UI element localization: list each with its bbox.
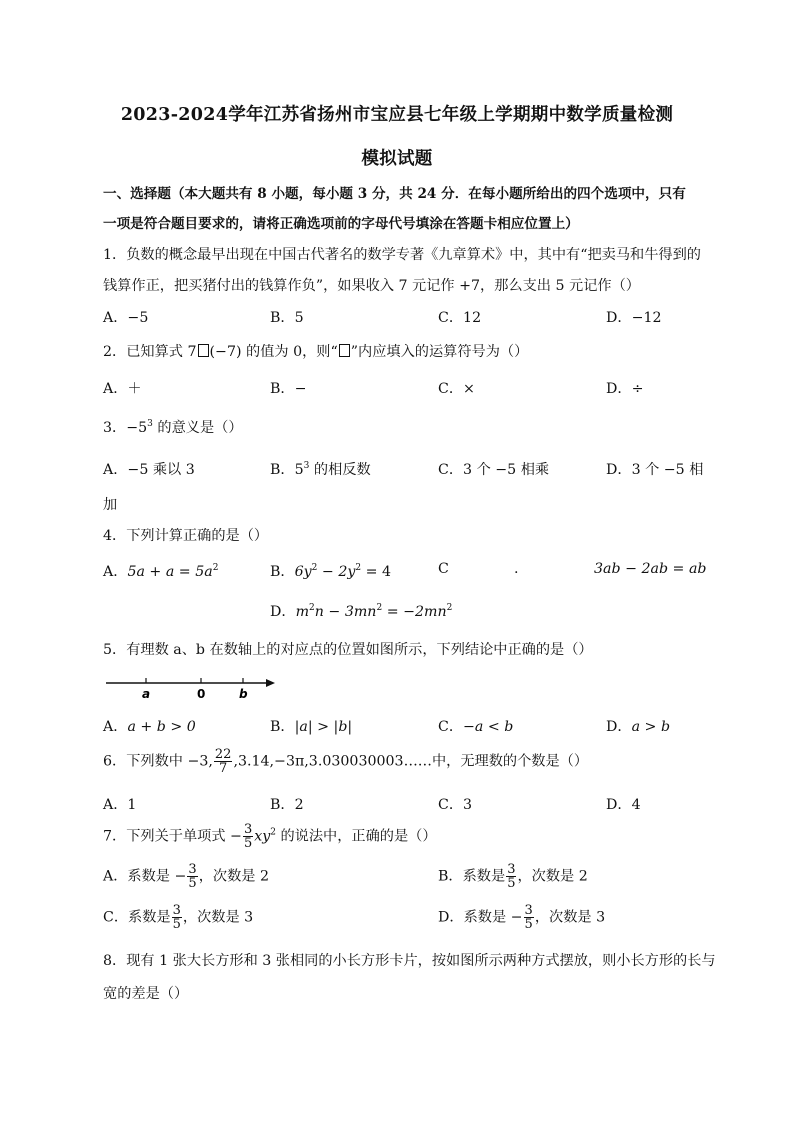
q3-option-b: B．$5^3$ 的相反数 (270, 461, 371, 478)
axis-label-b: b (239, 687, 248, 701)
number-line-figure (103, 672, 283, 702)
blank-box-icon (339, 344, 350, 357)
q2-option-b: B．− (270, 381, 307, 397)
q4-option-c-label: C (438, 561, 449, 577)
q2-option-a: A．＋ (103, 381, 142, 397)
q5-option-c: C．−a < b (438, 719, 514, 735)
q6-option-d: D．4 (606, 797, 641, 813)
fraction-3-5: $\frac{3}{5}$ (172, 903, 181, 932)
section-instructions-line2: 一项是符合题目要求的，请将正确选项前的字母代号填涂在答题卡相应位置上） (103, 216, 579, 232)
q4-option-c: 3ab − 2ab = ab (594, 561, 707, 577)
fraction-3-5: $\frac{3}{5}$ (524, 903, 533, 932)
q1-option-a: A．−5 (103, 310, 149, 326)
q3-option-a: A．−5 乘以 3 (103, 462, 195, 478)
q4-stem: 4．下列计算正确的是（） (103, 528, 269, 544)
fraction-22-7: $\frac{22}{7}$ (214, 747, 232, 776)
q5-option-b: B．|a| > |b| (270, 719, 353, 735)
q7-option-a: A．系数是 − $\frac{3}{5}$ ，次数是 2 (103, 862, 269, 891)
q5-option-a: A．a + b > 0 (103, 719, 196, 735)
q6-stem: 6．下列数中 −3, $\frac{22}{7}$ ,3.14,−3π,3.030030003……中，无理数的个数是（） (103, 747, 589, 776)
q2-option-d: D．÷ (606, 381, 644, 397)
axis-label-zero: 0 (197, 687, 206, 701)
q4-option-a: A．$5a + a = 5a^2$ (103, 563, 219, 580)
q1-stem-line2: 钱算作正，把买猪付出的钱算作负”，如果收入 7 元记作 +7，那么支出 5 元记作（） (103, 278, 640, 294)
exam-title: 2023-2024学年江苏省扬州市宝应县七年级上学期期中数学质量检测 (120, 105, 674, 125)
blank-box-icon (198, 344, 209, 357)
q1-option-d: D．−12 (606, 310, 662, 326)
q3-option-d-wrap: 加 (103, 497, 118, 513)
q6-option-a: A．1 (103, 797, 137, 813)
q1-stem-line1: 1．负数的概念最早出现在中国古代著名的数学专著《九章算术》中，其中有“把卖马和牛得到的 (103, 247, 701, 263)
q5-stem: 5．有理数 a、b 在数轴上的对应点的位置如图所示，下列结论中正确的是（） (103, 642, 593, 658)
section-instructions-line1: 一、选择题（本大题共有 8 小题，每小题 3 分，共 24 分．在每小题所给出的四个选项中，只有 (103, 186, 686, 202)
q3-stem: 3．$-5^3$ 的意义是（） (103, 419, 243, 436)
q2-stem: 2．已知算式 7 (−7) 的值为 0，则“ ”内应填入的运算符号为（） (103, 344, 529, 360)
fraction-3-5: $\frac{3}{5}$ (507, 862, 516, 891)
fraction-3-5: $\frac{3}{5}$ (188, 862, 197, 891)
q6-option-c: C．3 (438, 797, 473, 813)
arrow-right-icon (266, 679, 275, 687)
q1-option-c: C．12 (438, 310, 482, 326)
q1-option-b: B．5 (270, 310, 304, 326)
q4-option-c-dot: . (514, 561, 519, 577)
fraction-3-5: $\frac{3}{5}$ (243, 822, 253, 851)
q4-option-b: B．$6y^2 - 2y^2 = 4$ (270, 563, 392, 580)
q7-option-b: B．系数是 $\frac{3}{5}$ ，次数是 2 (438, 862, 588, 891)
q7-option-d: D．系数是 − $\frac{3}{5}$ ，次数是 3 (438, 903, 606, 932)
q8-stem-line2: 宽的差是（） (103, 986, 189, 1002)
exam-subtitle: 模拟试题 (361, 149, 433, 169)
q7-option-c: C．系数是 $\frac{3}{5}$ ，次数是 3 (103, 903, 254, 932)
q7-stem: 7．下列关于单项式 − $\frac{3}{5}$ $xy^2$ 的说法中，正确的是（） (103, 822, 437, 851)
q6-option-b: B．2 (270, 797, 304, 813)
axis-label-a: a (142, 687, 151, 701)
q3-option-c: C．3 个 −5 相乘 (438, 462, 550, 478)
q2-option-c: C．× (438, 381, 475, 397)
q5-option-d: D．a > b (606, 719, 671, 735)
q8-stem-line1: 8．现有 1 张大长方形和 3 张相同的小长方形卡片，按如图所示两种方式摆放，则小长方形的长与 (103, 953, 716, 969)
q4-option-d: D．$m^2n - 3mn^2 = -2mn^2$ (270, 603, 453, 620)
q3-option-d: D．3 个 −5 相 (606, 462, 704, 478)
